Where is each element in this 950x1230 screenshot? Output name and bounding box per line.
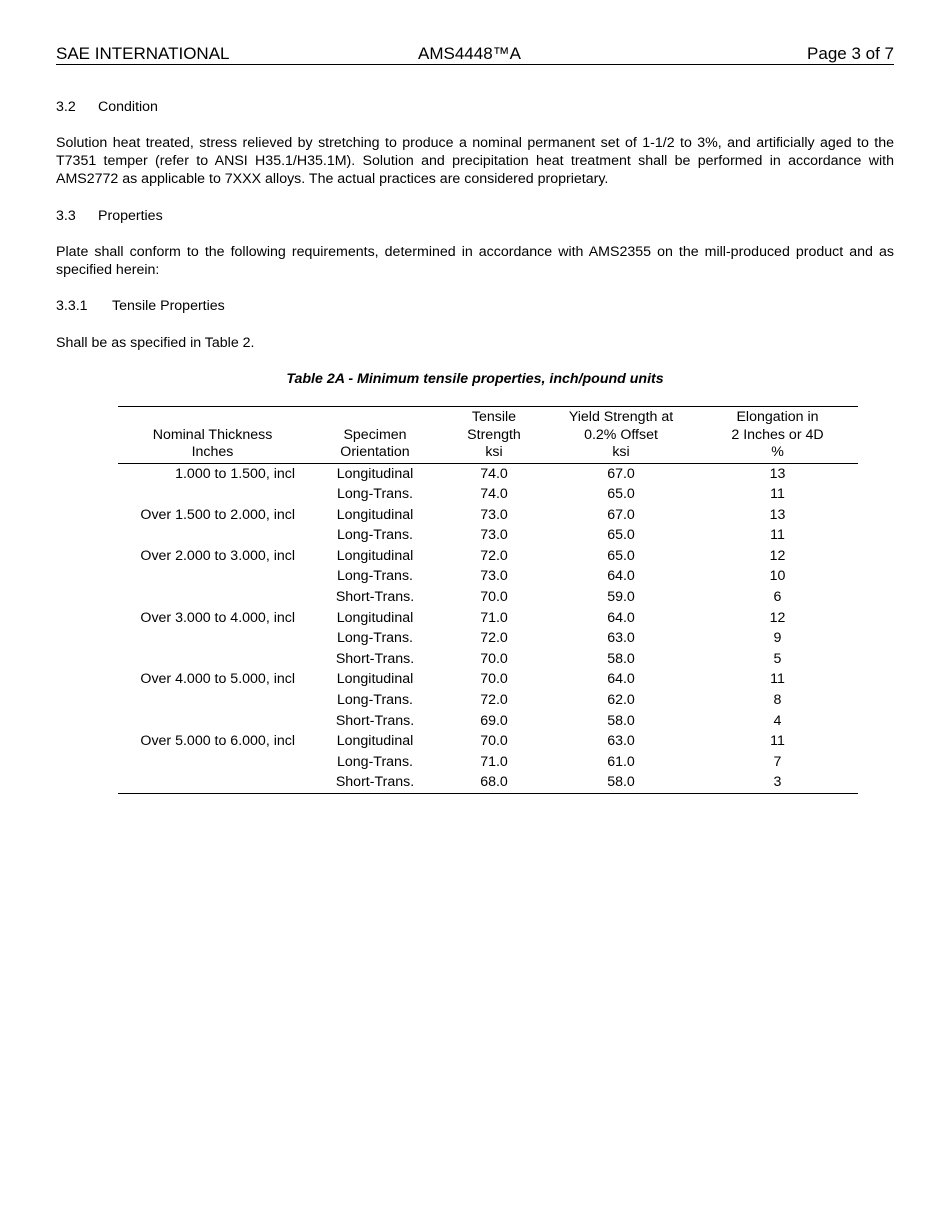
- cell-yield: 58.0: [607, 774, 635, 791]
- page-header: [56, 44, 894, 65]
- cell-yield: 65.0: [607, 486, 635, 503]
- cell-orientation: Longitudinal: [336, 465, 414, 482]
- section-number: 3.2: [56, 99, 76, 115]
- section-3-3-heading: [56, 207, 163, 225]
- cell-elongation: 11: [770, 733, 785, 750]
- cell-tensile: 73.0: [480, 527, 508, 544]
- cell-orientation: Short-Trans.: [335, 712, 415, 729]
- section-3-2-text: Solution heat treated, stress relieved by stretching to produce a nominal permanent set of 1-1/2 to 3%, and artificially aged to the T7351 temper (refer to ANSI H35.1/H35.1M). Solution and precipitation heat treatment shall be performed in accordance with AMS2772 as applicable to 7XXX alloys. The actual practices are considered proprietary.: [56, 135, 894, 187]
- cell-yield: 61.0: [607, 753, 635, 770]
- cell-tensile: 73.0: [480, 568, 508, 585]
- cell-thickness: Over 2.000 to 3.000, incl: [140, 547, 295, 564]
- cell-orientation: Longitudinal: [336, 609, 414, 626]
- table-row: [118, 525, 858, 546]
- table-row: [118, 505, 858, 526]
- cell-orientation: Longitudinal: [336, 547, 414, 564]
- header-org: SAE INTERNATIONAL: [56, 44, 230, 63]
- cell-yield: 67.0: [607, 506, 635, 523]
- cell-orientation: Long-Trans.: [337, 753, 413, 770]
- cell-elongation: 4: [773, 712, 782, 729]
- cell-yield: 64.0: [607, 568, 635, 585]
- table-row: [118, 669, 858, 690]
- cell-tensile: 73.0: [480, 506, 508, 523]
- header-page-number: Page 3 of 7: [807, 44, 894, 63]
- cell-thickness: [118, 566, 307, 587]
- cell-orientation: Longitudinal: [336, 506, 414, 523]
- cell-elongation: 8: [773, 692, 782, 709]
- cell-thickness: Over 5.000 to 6.000, incl: [140, 733, 295, 750]
- cell-thickness: [118, 711, 307, 732]
- cell-yield: 67.0: [607, 465, 635, 482]
- table-row: [118, 711, 858, 732]
- cell-yield: 63.0: [607, 733, 635, 750]
- cell-orientation: Short-Trans.: [335, 650, 415, 667]
- cell-elongation: 11: [770, 527, 785, 544]
- cell-orientation: Long-Trans.: [337, 486, 413, 503]
- table-row: [118, 731, 858, 752]
- cell-tensile: 72.0: [480, 547, 508, 564]
- table-row: [118, 566, 858, 587]
- cell-orientation: Short-Trans.: [335, 774, 415, 791]
- cell-tensile: 71.0: [480, 753, 508, 770]
- cell-yield: 58.0: [607, 712, 635, 729]
- section-title: Tensile Properties: [112, 298, 225, 314]
- table-row: [118, 649, 858, 670]
- table-row: [118, 463, 858, 484]
- cell-elongation: 11: [770, 486, 785, 503]
- section-number: 3.3.1: [56, 298, 88, 314]
- cell-elongation: 9: [773, 630, 782, 647]
- cell-orientation: Long-Trans.: [337, 692, 413, 709]
- cell-tensile: 69.0: [480, 712, 508, 729]
- cell-yield: 62.0: [607, 692, 635, 709]
- cell-elongation: 12: [769, 609, 786, 626]
- cell-elongation: 3: [773, 774, 782, 791]
- table-row: [118, 772, 858, 793]
- section-number: 3.3: [56, 208, 76, 224]
- table-row: [118, 628, 858, 649]
- table-row: [118, 484, 858, 505]
- cell-tensile: 74.0: [480, 486, 508, 503]
- section-3-3-1-heading: [56, 297, 225, 315]
- table-row: [118, 587, 858, 608]
- tensile-properties-table: [118, 406, 858, 794]
- cell-thickness: Over 3.000 to 4.000, incl: [140, 609, 295, 626]
- cell-thickness: Over 4.000 to 5.000, incl: [140, 671, 295, 688]
- cell-elongation: 13: [769, 506, 786, 523]
- cell-tensile: 68.0: [480, 774, 508, 791]
- cell-yield: 63.0: [607, 630, 635, 647]
- cell-tensile: 70.0: [480, 671, 508, 688]
- table-header-row: [118, 407, 858, 464]
- section-3-3-text: Plate shall conform to the following requirements, determined in accordance with AMS2355 on the mill-produced product and as specified herein:: [56, 244, 894, 278]
- cell-thickness: Over 1.500 to 2.000, incl: [140, 506, 295, 523]
- table-row: [118, 690, 858, 711]
- cell-elongation: 5: [773, 650, 782, 667]
- cell-tensile: 70.0: [480, 589, 508, 606]
- section-3-2-heading: [56, 98, 158, 116]
- cell-yield: 64.0: [607, 671, 635, 688]
- header-tensile-strength: Tensile Strength ksi: [443, 407, 545, 464]
- cell-yield: 59.0: [607, 589, 635, 606]
- section-title: Condition: [98, 99, 158, 115]
- cell-orientation: Long-Trans.: [337, 630, 413, 647]
- cell-tensile: 72.0: [480, 692, 508, 709]
- cell-thickness: [118, 587, 307, 608]
- cell-orientation: Long-Trans.: [337, 527, 413, 544]
- cell-orientation: Long-Trans.: [337, 568, 413, 585]
- cell-elongation: 10: [769, 568, 786, 585]
- cell-thickness: [118, 690, 307, 711]
- table-row: [118, 608, 858, 629]
- header-doc-id: AMS4448™A: [418, 44, 521, 63]
- cell-elongation: 11: [770, 671, 785, 688]
- table-caption: Table 2A - Minimum tensile properties, inch/pound units: [286, 371, 664, 387]
- section-3-3-1-text: Shall be as specified in Table 2.: [56, 335, 255, 351]
- cell-yield: 58.0: [607, 650, 635, 667]
- cell-thickness: [118, 525, 307, 546]
- cell-tensile: 71.0: [480, 609, 508, 626]
- cell-elongation: 7: [773, 753, 782, 770]
- table-row: [118, 546, 858, 567]
- cell-thickness: [118, 752, 307, 773]
- cell-yield: 65.0: [607, 527, 635, 544]
- cell-thickness: [118, 628, 307, 649]
- cell-yield: 65.0: [607, 547, 635, 564]
- cell-thickness: 1.000 to 1.500, incl: [175, 465, 295, 482]
- section-title: Properties: [98, 208, 163, 224]
- cell-thickness: [118, 772, 307, 793]
- cell-thickness: [118, 649, 307, 670]
- cell-tensile: 70.0: [480, 733, 508, 750]
- header-nominal-thickness: Nominal Thickness Inches: [118, 407, 307, 464]
- cell-orientation: Longitudinal: [336, 671, 414, 688]
- cell-elongation: 6: [773, 589, 782, 606]
- cell-orientation: Short-Trans.: [335, 589, 415, 606]
- cell-yield: 64.0: [607, 609, 635, 626]
- cell-orientation: Longitudinal: [336, 733, 414, 750]
- cell-tensile: 74.0: [480, 465, 508, 482]
- cell-elongation: 12: [769, 547, 786, 564]
- header-yield-strength: Yield Strength at 0.2% Offset ksi: [545, 407, 697, 464]
- cell-elongation: 13: [769, 465, 786, 482]
- table-row: [118, 752, 858, 773]
- cell-tensile: 72.0: [480, 630, 508, 647]
- cell-thickness: [118, 484, 307, 505]
- header-elongation: Elongation in 2 Inches or 4D %: [697, 407, 858, 464]
- cell-tensile: 70.0: [480, 650, 508, 667]
- header-specimen-orientation: Specimen Orientation: [307, 407, 443, 464]
